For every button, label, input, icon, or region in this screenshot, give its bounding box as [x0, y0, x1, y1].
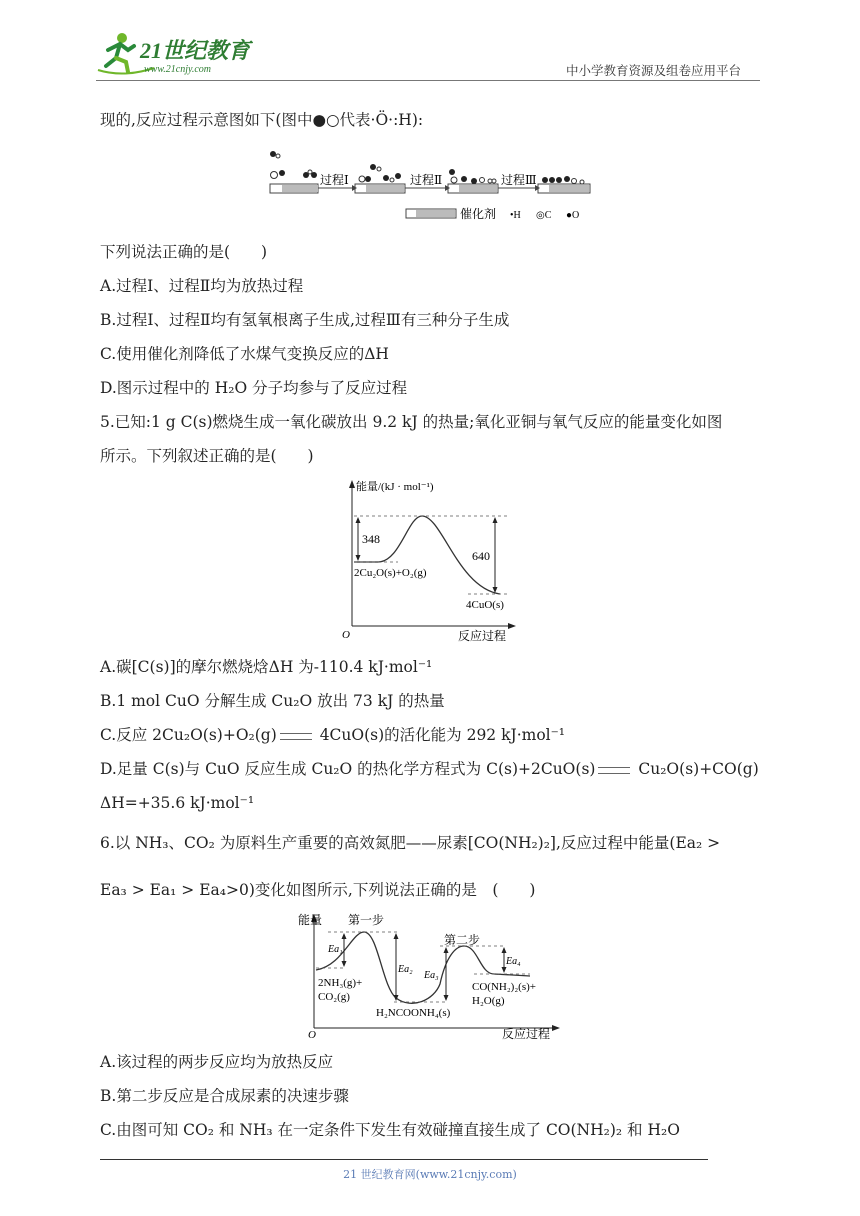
q4-question: 下列说法正确的是( ) — [100, 243, 268, 261]
q5-energy-diagram — [338, 476, 524, 646]
reactants-line2: CO₂(g) — [318, 991, 350, 1003]
products-line1: CO(NH₂)₂(s)+ — [472, 981, 536, 993]
value-348: 348 — [362, 532, 380, 546]
x-axis-label: 反应过程 — [502, 1027, 551, 1040]
header-platform-text: 中小学教育资源及组卷应用平台 — [566, 63, 742, 78]
step2-label: 第二步 — [444, 933, 481, 947]
products-line2: H₂O(g) — [472, 995, 505, 1007]
ea4-label: Ea₄ — [506, 956, 521, 967]
q5-option-c-pre: C.反应 2Cu₂O(s)+O₂(g) — [100, 726, 277, 744]
reactants-label: 2Cu₂O(s)+O₂(g) — [354, 567, 427, 579]
products-label: 4CuO(s) — [466, 599, 504, 611]
q5-option-d-post: Cu₂O(s)+CO(g) — [633, 760, 759, 778]
q6-option-b: B.第二步反应是合成尿素的决速步骤 — [100, 1087, 349, 1105]
q4-process-diagram — [262, 142, 596, 228]
q5-stem-line1: 5.已知:1 g C(s)燃烧生成一氧化碳放出 9.2 kJ 的热量;氧化亚铜与氧气反应的能量变化如图 — [100, 413, 723, 431]
value-640: 640 — [472, 549, 490, 563]
reactants-line1: 2NH₃(g)+ — [318, 977, 363, 989]
q6-option-a: A.该过程的两步反应均为放热反应 — [100, 1053, 334, 1071]
y-axis-label: 能量/(kJ · mol⁻¹) — [356, 481, 434, 493]
equation-bar — [598, 767, 630, 774]
ea3-label: Ea₃ — [424, 970, 439, 981]
legend-c: ◎C — [536, 210, 552, 221]
ea2-label: Ea₂ — [398, 964, 413, 975]
step1-label: 第一步 — [348, 913, 385, 927]
q4-option-c: C.使用催化剂降低了水煤气变换反应的ΔH — [100, 345, 389, 363]
intermediate-label: H₂NCOONH₄(s) — [376, 1007, 451, 1019]
q5-stem-line2: 所示。下列叙述正确的是( ) — [100, 447, 314, 465]
x-axis-label: 反应过程 — [458, 629, 507, 643]
q5-option-d-line2: ΔH=+35.6 kJ·mol⁻¹ — [100, 794, 255, 812]
logo-url: www.21cnjy.com — [144, 64, 212, 75]
q4-option-d: D.图示过程中的 H₂O 分子均参与了反应过程 — [100, 379, 408, 397]
q6-stem-line1: 6.以 NH₃、CO₂ 为原料生产重要的高效氮肥——尿素[CO(NH₂)₂],反应过程中能量(Ea₂ > — [100, 834, 721, 852]
q5-option-d-pre: D.足量 C(s)与 CuO 反应生成 Cu₂O 的热化学方程式为 C(s)+2CuO(s) — [100, 760, 596, 778]
q4-option-b: B.过程Ⅰ、过程Ⅱ均有氢氧根离子生成,过程Ⅲ有三种分子生成 — [100, 311, 510, 329]
q5-option-d — [100, 759, 759, 779]
y-axis-label: 能量 — [298, 913, 323, 927]
q6-option-c: C.由图可知 CO₂ 和 NH₃ 在一定条件下发生有效碰撞直接生成了 CO(NH₂)₂ 和 H₂O — [100, 1121, 680, 1139]
q5-option-a: A.碳[C(s)]的摩尔燃烧焓ΔH 为-110.4 kJ·mol⁻¹ — [100, 658, 433, 676]
header-divider — [96, 80, 760, 81]
origin-label: O — [342, 629, 350, 641]
q5-option-b: B.1 mol CuO 分解生成 Cu₂O 放出 73 kJ 的热量 — [100, 692, 445, 710]
q6-energy-diagram — [294, 906, 564, 1040]
origin-label: O — [308, 1029, 316, 1040]
footer-divider — [100, 1159, 708, 1160]
equation-bar — [280, 733, 312, 740]
q5-option-c — [100, 725, 565, 745]
legend-catalyst: 催化剂 — [460, 207, 497, 221]
q6-stem-line2: Ea₃ > Ea₁ > Ea₄>0)变化如图所示,下列说法正确的是 ( ) — [100, 881, 536, 899]
site-logo — [94, 28, 262, 80]
step-label-1: 过程Ⅰ — [320, 173, 349, 187]
q4-option-a: A.过程Ⅰ、过程Ⅱ均为放热过程 — [100, 277, 304, 295]
legend-o: ●O — [566, 210, 580, 221]
q5-option-c-post: 4CuO(s)的活化能为 292 kJ·mol⁻¹ — [314, 726, 566, 744]
ea1-label: Ea₁ — [328, 944, 343, 955]
footer-text: 21 世纪教育网(www.21cnjy.com) — [343, 1168, 517, 1181]
logo-title: 21世纪教育 — [140, 38, 251, 63]
step-label-2: 过程Ⅱ — [410, 173, 443, 187]
q4-intro: 现的,反应过程示意图如下(图中●○代表·Ö·:H): — [100, 111, 424, 129]
legend-h: •H — [510, 210, 521, 221]
step-label-3: 过程Ⅲ — [501, 173, 537, 187]
